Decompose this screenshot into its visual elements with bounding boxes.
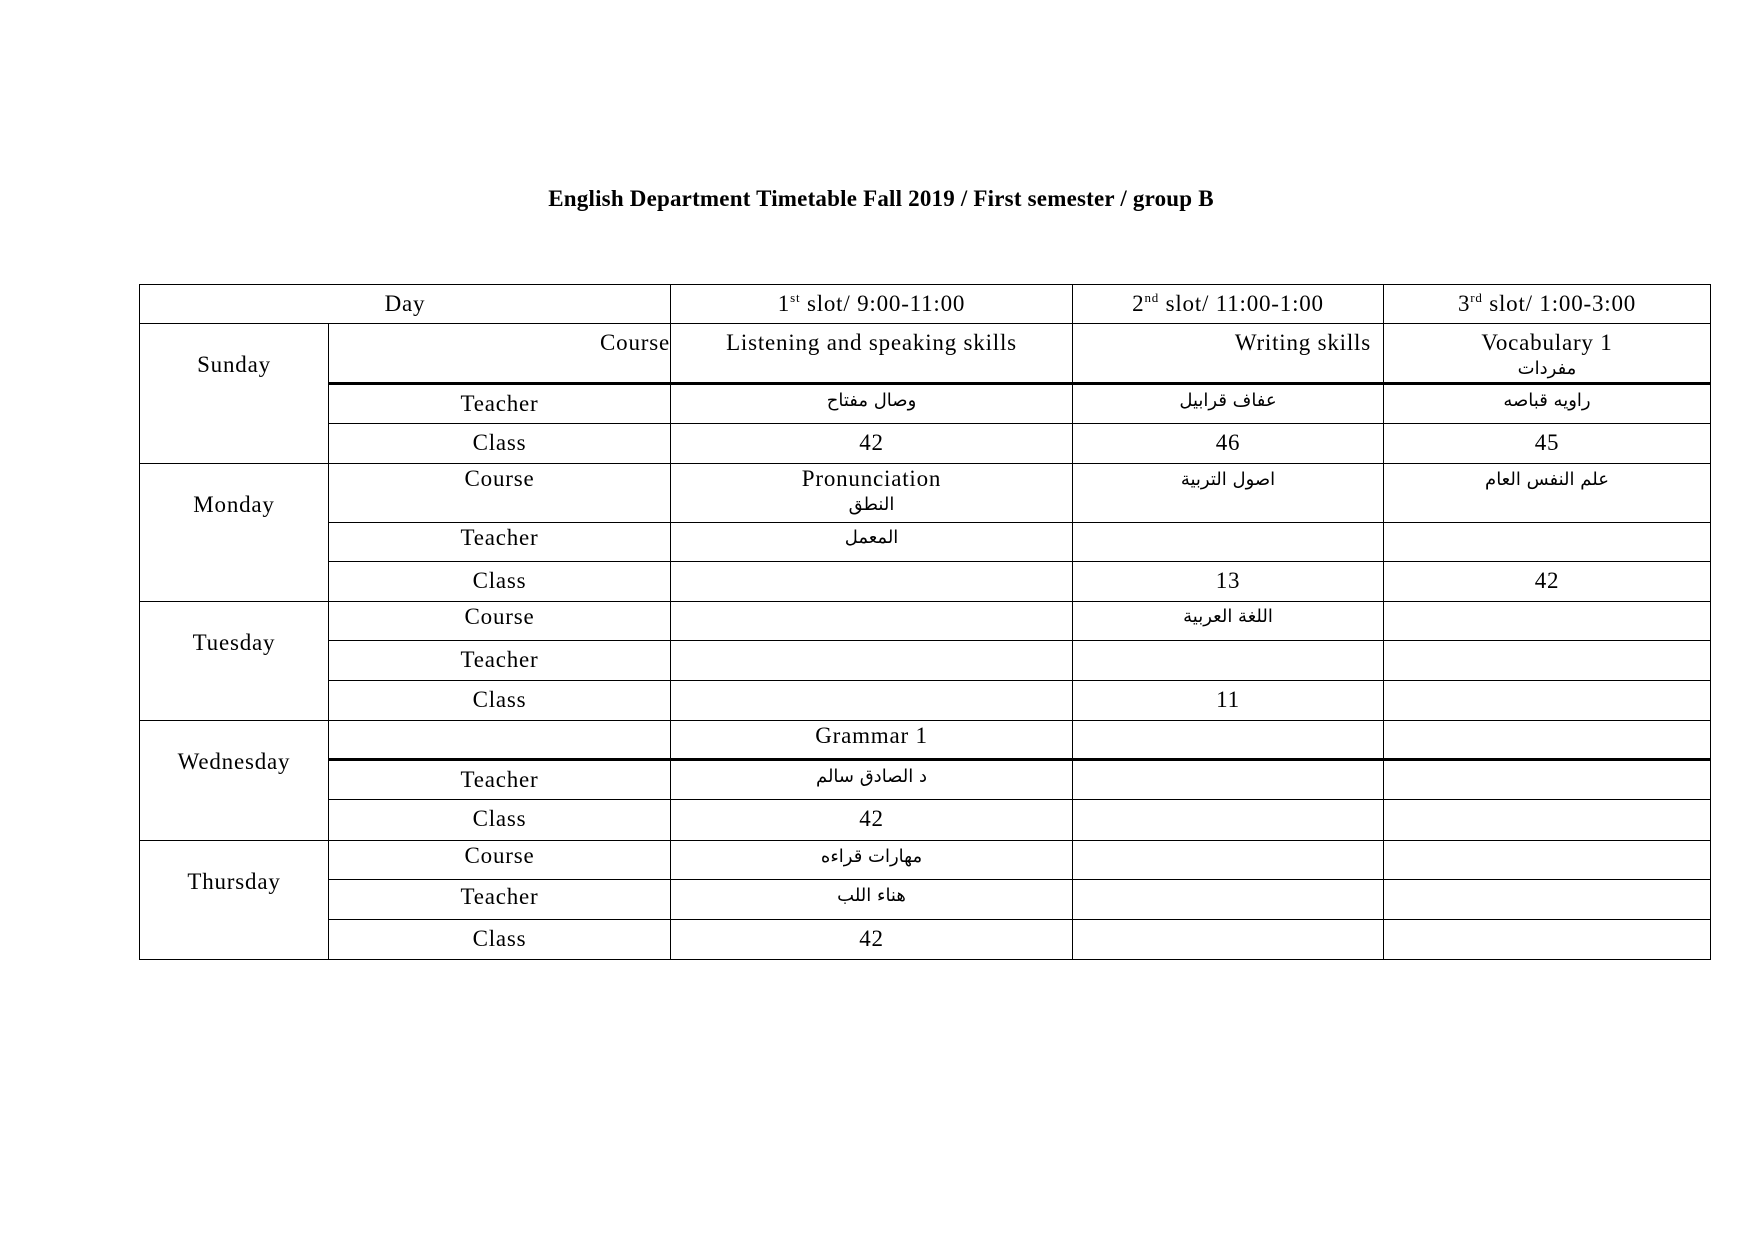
cell-course: علم النفس العام	[1384, 464, 1711, 523]
table-row	[140, 920, 1711, 960]
cell-teacher	[1384, 641, 1711, 681]
cell-course	[1384, 841, 1711, 880]
header-day: Day	[140, 285, 671, 324]
cell-class	[1384, 800, 1711, 841]
day-monday: Monday	[140, 464, 329, 602]
table-row	[140, 641, 1711, 681]
cell-course: مهارات قراءه	[671, 841, 1073, 880]
page-title: English Department Timetable Fall 2019 / First semester / group B	[548, 186, 1214, 211]
row-label-course: Course	[329, 464, 671, 523]
cell-course	[671, 602, 1073, 641]
cell-teacher: راويه قباصه	[1384, 384, 1711, 424]
row-label-teacher: Teacher	[329, 384, 671, 424]
day-tuesday: Tuesday	[140, 602, 329, 721]
cell-course	[1073, 841, 1384, 880]
cell-teacher	[1384, 760, 1711, 800]
cell-teacher	[1384, 880, 1711, 920]
row-label-empty	[329, 721, 671, 760]
cell-class	[1073, 800, 1384, 841]
cell-class: 42	[671, 800, 1073, 841]
cell-teacher	[1073, 523, 1384, 562]
cell-teacher: وصال مفتاح	[671, 384, 1073, 424]
row-label-class: Class	[329, 562, 671, 602]
cell-class	[1384, 681, 1711, 721]
cell-course	[1384, 721, 1711, 760]
row-label-class: Class	[329, 800, 671, 841]
cell-class: 42	[671, 920, 1073, 960]
cell-course: Grammar 1	[671, 721, 1073, 760]
row-label-teacher: Teacher	[329, 760, 671, 800]
cell-class: 13	[1073, 562, 1384, 602]
cell-teacher: عفاف قرابيل	[1073, 384, 1384, 424]
row-label-course: Course	[329, 602, 671, 641]
table-row	[140, 324, 1711, 384]
header-slot-1: 1st slot/ 9:00-11:00	[671, 285, 1073, 324]
timetable	[139, 284, 1711, 960]
row-label-teacher: Teacher	[329, 641, 671, 681]
cell-class: 45	[1384, 424, 1711, 464]
cell-class	[1073, 920, 1384, 960]
cell-class: 46	[1073, 424, 1384, 464]
table-row	[140, 424, 1711, 464]
row-label-class: Class	[329, 920, 671, 960]
table-row	[140, 721, 1711, 760]
header-row	[140, 285, 1711, 324]
table-row	[140, 384, 1711, 424]
cell-class: 42	[671, 424, 1073, 464]
cell-course: Listening and speaking skills	[671, 324, 1073, 384]
cell-teacher	[1073, 880, 1384, 920]
cell-class	[671, 562, 1073, 602]
table-row	[140, 841, 1711, 880]
table-row	[140, 562, 1711, 602]
cell-class: 42	[1384, 562, 1711, 602]
cell-course: اصول التربية	[1073, 464, 1384, 523]
cell-teacher	[671, 641, 1073, 681]
cell-teacher: المعمل	[671, 523, 1073, 562]
day-thursday: Thursday	[140, 841, 329, 960]
table-row	[140, 880, 1711, 920]
cell-class: 11	[1073, 681, 1384, 721]
day-wednesday: Wednesday	[140, 721, 329, 841]
table-row	[140, 523, 1711, 562]
table-row	[140, 681, 1711, 721]
table-row	[140, 602, 1711, 641]
header-slot-2: 2nd slot/ 11:00-1:00	[1073, 285, 1384, 324]
cell-teacher	[1073, 760, 1384, 800]
row-label-course: Course	[329, 324, 671, 384]
cell-course: Pronunciation النطق	[671, 464, 1073, 523]
table-row	[140, 464, 1711, 523]
cell-class	[1384, 920, 1711, 960]
cell-teacher: د الصادق سالم	[671, 760, 1073, 800]
day-sunday: Sunday	[140, 324, 329, 464]
cell-teacher	[1073, 641, 1384, 681]
cell-teacher	[1384, 523, 1711, 562]
header-slot-3: 3rd slot/ 1:00-3:00	[1384, 285, 1711, 324]
cell-course: Vocabulary 1 مفردات	[1384, 324, 1711, 384]
table-row	[140, 800, 1711, 841]
cell-class	[671, 681, 1073, 721]
cell-course: اللغة العربية	[1073, 602, 1384, 641]
row-label-teacher: Teacher	[329, 880, 671, 920]
cell-course: Writing skills	[1073, 324, 1384, 384]
row-label-class: Class	[329, 424, 671, 464]
cell-teacher: هناء اللب	[671, 880, 1073, 920]
table-row	[140, 760, 1711, 800]
row-label-course: Course	[329, 841, 671, 880]
row-label-class: Class	[329, 681, 671, 721]
cell-course	[1073, 721, 1384, 760]
cell-course	[1384, 602, 1711, 641]
row-label-teacher: Teacher	[329, 523, 671, 562]
